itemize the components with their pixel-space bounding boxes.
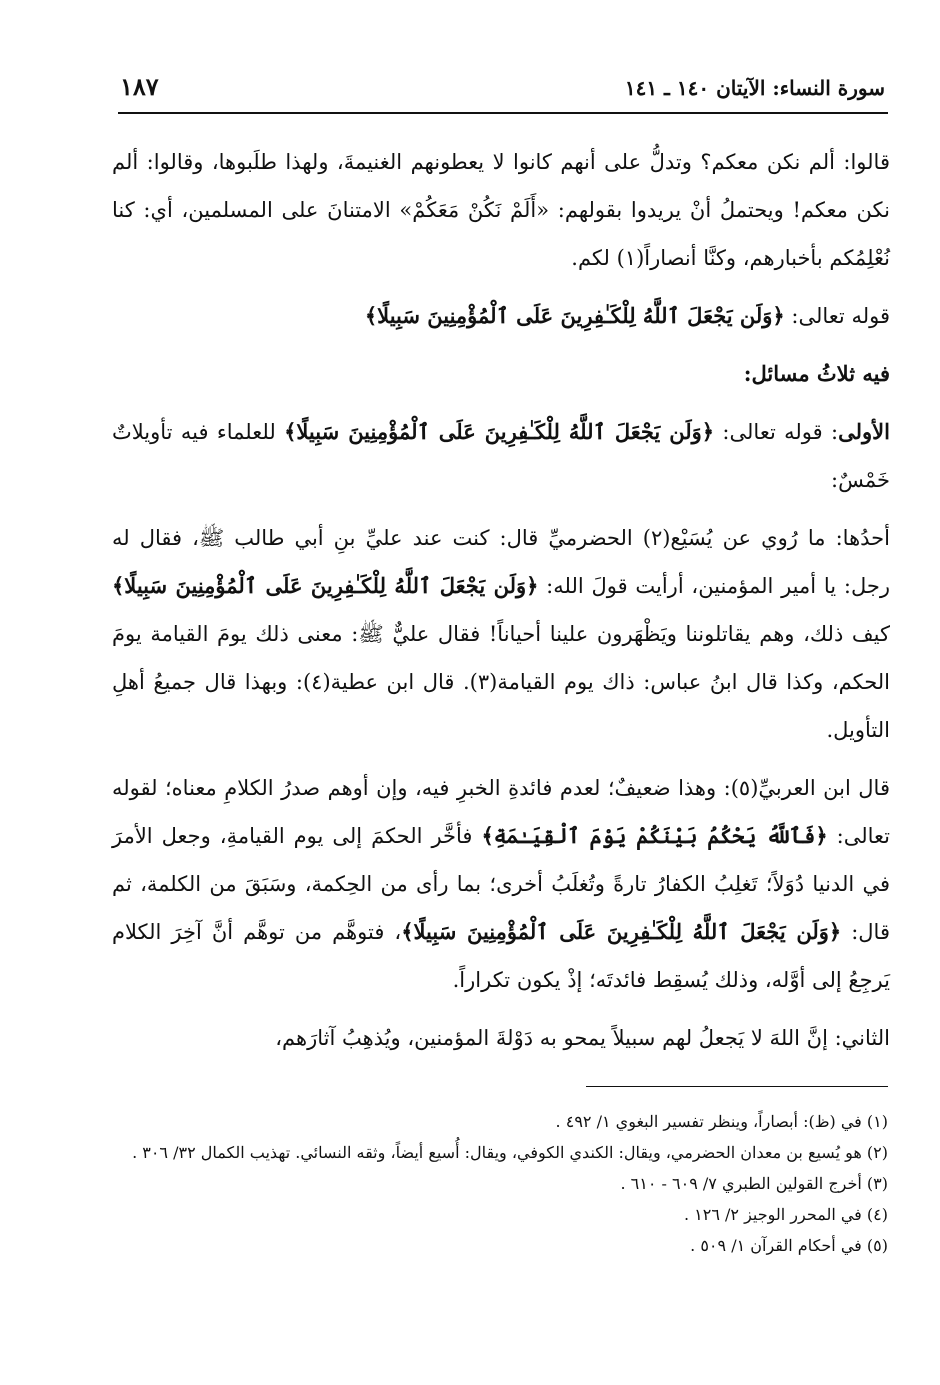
page-header: [120, 72, 885, 108]
running-title: سورة النساء: الآيتان ١٤٠ ـ ١٤١: [624, 76, 885, 100]
footnotes: [112, 1108, 888, 1263]
text-run: : قوله تعالى:: [714, 420, 839, 444]
text-run: فأخَّر الحكمَ إلى يوم القيامةِ، وجعل الأمرَ في الدنيا دُوَلاً؛ تَغلِبُ الكفارُ تارةً وتُغلَبُ أخرى؛ بما رأى من الحِكمة، وسَبَقَ من الكلمة، ثم قال:: [112, 824, 890, 944]
header-rule: [118, 112, 888, 114]
text-run: للعلماء فيه تأويلاتٌ خَمْسٌ:: [112, 420, 890, 492]
text-run: أحدُها: ما رُوي عن يُسَيْع(٢) الحضرميِّ قال: كنت عند عليِّ بنِ أبي طالب ﷺ، فقال له رجل: يا أمير المؤمنين، أرأيت قولَ الله:: [112, 526, 890, 598]
footnote-3: (٣) أخرج القولين الطبري ٧/ ٦٠٩ - ٦١٠ .: [620, 1174, 888, 1193]
footnote-rule: [586, 1086, 888, 1087]
quran-verse: ﴿وَلَن يَجْعَلَ ٱللَّهُ لِلْكَـٰفِرِينَ عَلَى ٱلْمُؤْمِنِينَ سَبِيلًا﴾: [364, 303, 785, 328]
text-run: ، فتوهَّم من توهَّم أنَّ آخِرَ الكلام يَرجِعُ إلى أوَّله، وذلك يُسقِط فائدتَه؛ إذْ يكون تكراراً.: [112, 920, 890, 992]
issue-heading: الأولى: [838, 419, 890, 444]
paragraph-2: [112, 292, 890, 340]
paragraph-5: [112, 514, 890, 754]
section-heading: فيه ثلاثُ مسائل:: [743, 361, 890, 386]
footnote-1: (١) في (ظ): أبصاراً، وينظر تفسير البغوي ١/ ٤٩٢ .: [555, 1112, 888, 1131]
footnote-2: (٢) هو يُسيع بن معدان الحضرمي، ويقال: الكندي الكوفي، ويقال: أُسيع أيضاً، وثقه النسائي. تهذيب الكمال ٣٢/ ٣٠٦ .: [132, 1143, 888, 1162]
text-run: كيف ذلك، وهم يقاتلوننا ويَظْهَرون علينا أحياناً! فقال عليٌّ ﷺ: معنى ذلك يومَ القيامة يومَ الحكم، وكذا قال ابنُ عباس: ذاك يوم القيامة(٣). قال ابن عطية(٤): وبهذا قال جميعُ أهلِ التأويل.: [112, 622, 890, 742]
main-text: [112, 138, 890, 1072]
paragraph-6: [112, 764, 890, 1004]
page-number: ١٨٧: [120, 72, 159, 101]
quran-verse: ﴿وَلَن يَجْعَلَ ٱللَّهُ لِلْكَـٰفِرِينَ عَلَى ٱلْمُؤْمِنِينَ سَبِيلًا﴾: [284, 419, 715, 444]
text-run: قوله تعالى:: [784, 304, 890, 328]
quran-verse: ﴿فَٱللَّهُ يَحْكُمُ بَيْنَكُمْ يَوْمَ ٱلْقِيَـٰمَةِ﴾: [481, 823, 828, 848]
paragraph-7: الثاني: إنَّ اللهَ لا يَجعلُ لهم سبيلاً يمحو به دَوْلةَ المؤمنين، ويُذهِبُ آثارَهم،: [275, 1026, 890, 1050]
quran-verse: ﴿وَلَن يَجْعَلَ ٱللَّهُ لِلْكَـٰفِرِينَ عَلَى ٱلْمُؤْمِنِينَ سَبِيلًا﴾: [112, 573, 539, 598]
footnote-4: (٤) في المحرر الوجيز ٢/ ١٢٦ .: [683, 1205, 888, 1224]
quran-verse: ﴿وَلَن يَجْعَلَ ٱللَّهُ لِلْكَـٰفِرِينَ عَلَى ٱلْمُؤْمِنِينَ سَبِيلًا﴾: [401, 919, 842, 944]
text-run: قال ابن العربيِّ(٥): وهذا ضعيفٌ؛ لعدم فائدةِ الخبرِ فيه، وإن أوهم صدرُ الكلامِ معناه؛ لقوله تعالى:: [112, 776, 890, 848]
footnote-5: (٥) في أحكام القرآن ١/ ٥٠٩ .: [690, 1236, 888, 1255]
paragraph-1: قالوا: ألم نكن معكم؟ وتدلُّ على أنهم كانوا لا يعطونهم الغنيمةَ، ولهذا طلَبوها، وقالوا: ألم نكن معكم! ويحتملُ أنْ يريدوا بقولهم: «أَلَمْ نَكُنْ مَعَكُمْ» الامتنانَ على المسلمين، أي: كنا نُعْلِمُكم بأخبارهم، وكنَّا أنصاراً(١) لكم.: [112, 150, 890, 270]
paragraph-4: [112, 408, 890, 504]
